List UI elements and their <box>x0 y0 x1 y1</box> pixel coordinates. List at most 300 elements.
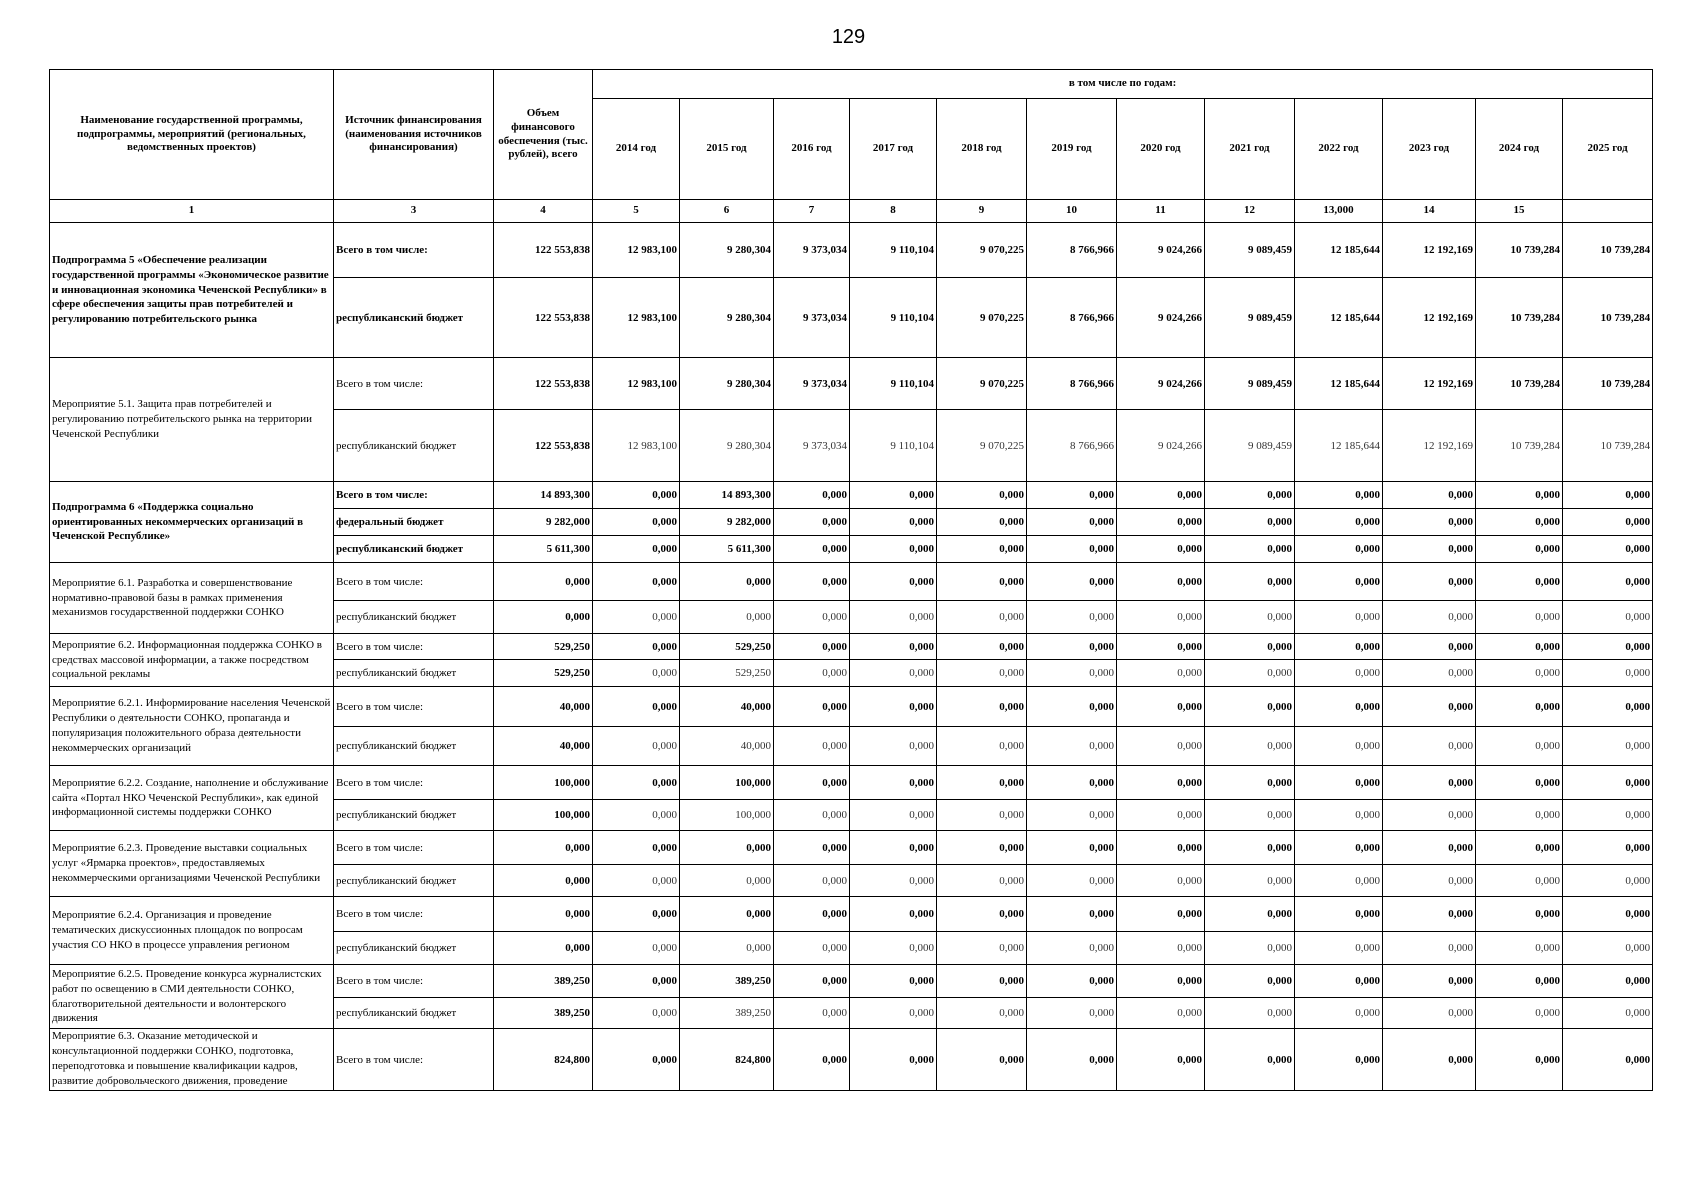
year-amount: 0,000 <box>1027 601 1117 634</box>
year-amount: 0,000 <box>937 634 1027 660</box>
year-amount: 9 089,459 <box>1205 410 1295 482</box>
year-amount: 0,000 <box>850 727 937 766</box>
year-amount: 529,250 <box>680 634 774 660</box>
year-amount: 12 983,100 <box>593 223 680 278</box>
year-amount: 0,000 <box>1117 998 1205 1029</box>
header-column-number: 10 <box>1027 200 1117 223</box>
year-amount: 10 739,284 <box>1563 410 1653 482</box>
page-number: 129 <box>831 26 866 48</box>
year-amount: 0,000 <box>1295 932 1383 965</box>
year-amount: 12 192,169 <box>1383 358 1476 410</box>
year-amount: 9 280,304 <box>680 358 774 410</box>
year-amount: 0,000 <box>1205 766 1295 800</box>
year-amount: 0,000 <box>1027 766 1117 800</box>
total-amount: 40,000 <box>494 687 593 727</box>
year-amount: 0,000 <box>937 601 1027 634</box>
year-amount: 0,000 <box>937 660 1027 687</box>
year-amount: 12 185,644 <box>1295 358 1383 410</box>
total-amount: 0,000 <box>494 563 593 601</box>
year-amount: 5 611,300 <box>680 536 774 563</box>
funding-source: Всего в том числе: <box>334 687 494 727</box>
total-amount: 0,000 <box>494 831 593 865</box>
year-amount: 0,000 <box>1117 563 1205 601</box>
funding-source: Всего в том числе: <box>334 897 494 932</box>
header-column-number: 4 <box>494 200 593 223</box>
year-amount: 389,250 <box>680 998 774 1029</box>
header-column-number: 13,000 <box>1295 200 1383 223</box>
year-amount: 0,000 <box>680 563 774 601</box>
year-amount: 0,000 <box>1476 932 1563 965</box>
total-amount: 824,800 <box>494 1029 593 1091</box>
year-amount: 0,000 <box>1563 482 1653 509</box>
year-amount: 0,000 <box>1027 482 1117 509</box>
total-amount: 122 553,838 <box>494 223 593 278</box>
year-amount: 9 024,266 <box>1117 223 1205 278</box>
year-amount: 0,000 <box>1205 965 1295 998</box>
year-amount: 0,000 <box>1027 800 1117 831</box>
year-amount: 0,000 <box>1383 965 1476 998</box>
year-amount: 0,000 <box>1117 897 1205 932</box>
year-amount: 0,000 <box>774 509 850 536</box>
header-year: 2019 год <box>1027 99 1117 200</box>
header-year: 2016 год <box>774 99 850 200</box>
funding-source: Всего в том числе: <box>334 358 494 410</box>
year-amount: 0,000 <box>1295 831 1383 865</box>
year-amount: 0,000 <box>850 865 937 897</box>
header-column-number: 14 <box>1383 200 1476 223</box>
year-amount: 0,000 <box>1117 1029 1205 1091</box>
year-amount: 12 185,644 <box>1295 410 1383 482</box>
year-amount: 0,000 <box>937 998 1027 1029</box>
year-amount: 0,000 <box>1295 897 1383 932</box>
header-year: 2021 год <box>1205 99 1295 200</box>
year-amount: 0,000 <box>1027 727 1117 766</box>
year-amount: 0,000 <box>1117 634 1205 660</box>
year-amount: 8 766,966 <box>1027 278 1117 358</box>
funding-source: республиканский бюджет <box>334 278 494 358</box>
year-amount: 0,000 <box>1205 536 1295 563</box>
year-amount: 0,000 <box>1383 831 1476 865</box>
year-amount: 0,000 <box>850 563 937 601</box>
year-amount: 0,000 <box>1383 601 1476 634</box>
year-amount: 0,000 <box>937 563 1027 601</box>
year-amount: 0,000 <box>1383 482 1476 509</box>
header-column-number: 3 <box>334 200 494 223</box>
year-amount: 0,000 <box>1027 509 1117 536</box>
year-amount: 0,000 <box>1117 766 1205 800</box>
year-amount: 0,000 <box>1563 998 1653 1029</box>
year-amount: 0,000 <box>593 482 680 509</box>
year-amount: 9 373,034 <box>774 278 850 358</box>
year-amount: 0,000 <box>774 660 850 687</box>
year-amount: 0,000 <box>850 634 937 660</box>
year-amount: 0,000 <box>1563 509 1653 536</box>
year-amount: 0,000 <box>1563 536 1653 563</box>
total-amount: 389,250 <box>494 965 593 998</box>
year-amount: 0,000 <box>1117 800 1205 831</box>
total-amount: 100,000 <box>494 766 593 800</box>
year-amount: 0,000 <box>1205 687 1295 727</box>
year-amount: 0,000 <box>1563 932 1653 965</box>
year-amount: 0,000 <box>593 660 680 687</box>
year-amount: 0,000 <box>593 998 680 1029</box>
year-amount: 0,000 <box>1383 800 1476 831</box>
year-amount: 0,000 <box>1476 660 1563 687</box>
year-amount: 9 089,459 <box>1205 278 1295 358</box>
year-amount: 0,000 <box>850 800 937 831</box>
year-amount: 0,000 <box>1476 998 1563 1029</box>
header-year: 2025 год <box>1563 99 1653 200</box>
funding-source: Всего в том числе: <box>334 634 494 660</box>
activity-name: Мероприятие 6.2.1. Информирование населения Чеченской Республики о деятельности СОНКО, пропаганда и популяризация положительного образа деятельности некоммерческих организаций <box>50 687 334 766</box>
year-amount: 0,000 <box>850 831 937 865</box>
year-amount: 0,000 <box>1563 660 1653 687</box>
year-amount: 0,000 <box>774 634 850 660</box>
year-amount: 100,000 <box>680 766 774 800</box>
year-amount: 9 070,225 <box>937 358 1027 410</box>
year-amount: 0,000 <box>593 865 680 897</box>
year-amount: 12 185,644 <box>1295 278 1383 358</box>
year-amount: 0,000 <box>1117 509 1205 536</box>
year-amount: 0,000 <box>1205 800 1295 831</box>
year-amount: 0,000 <box>1295 965 1383 998</box>
year-amount: 0,000 <box>1563 766 1653 800</box>
year-amount: 0,000 <box>774 932 850 965</box>
year-amount: 0,000 <box>593 965 680 998</box>
funding-source: республиканский бюджет <box>334 865 494 897</box>
header-column-number: 11 <box>1117 200 1205 223</box>
year-amount: 0,000 <box>1027 965 1117 998</box>
year-amount: 0,000 <box>1476 687 1563 727</box>
year-amount: 0,000 <box>680 897 774 932</box>
year-amount: 0,000 <box>1563 634 1653 660</box>
year-amount: 9 280,304 <box>680 223 774 278</box>
year-amount: 100,000 <box>680 800 774 831</box>
year-amount: 0,000 <box>850 932 937 965</box>
year-amount: 0,000 <box>774 831 850 865</box>
year-amount: 0,000 <box>1205 998 1295 1029</box>
year-amount: 0,000 <box>1205 865 1295 897</box>
funding-source: Всего в том числе: <box>334 766 494 800</box>
year-amount: 0,000 <box>850 482 937 509</box>
funding-source: республиканский бюджет <box>334 660 494 687</box>
year-amount: 0,000 <box>593 831 680 865</box>
year-amount: 10 739,284 <box>1563 223 1653 278</box>
total-amount: 122 553,838 <box>494 410 593 482</box>
year-amount: 0,000 <box>774 563 850 601</box>
funding-source: республиканский бюджет <box>334 410 494 482</box>
year-amount: 0,000 <box>1476 482 1563 509</box>
year-amount: 9 070,225 <box>937 410 1027 482</box>
year-amount: 0,000 <box>1027 634 1117 660</box>
year-amount: 0,000 <box>937 897 1027 932</box>
year-amount: 0,000 <box>1295 1029 1383 1091</box>
header-column-number: 8 <box>850 200 937 223</box>
header-year: 2015 год <box>680 99 774 200</box>
year-amount: 12 983,100 <box>593 358 680 410</box>
table-row <box>50 223 1653 278</box>
year-amount: 0,000 <box>937 766 1027 800</box>
header-column-number: 5 <box>593 200 680 223</box>
funding-source: республиканский бюджет <box>334 800 494 831</box>
total-amount: 40,000 <box>494 727 593 766</box>
year-amount: 0,000 <box>1383 687 1476 727</box>
year-amount: 0,000 <box>593 932 680 965</box>
funding-source: Всего в том числе: <box>334 223 494 278</box>
year-amount: 0,000 <box>1117 965 1205 998</box>
year-amount: 0,000 <box>1476 1029 1563 1091</box>
year-amount: 0,000 <box>593 727 680 766</box>
year-amount: 0,000 <box>850 660 937 687</box>
year-amount: 0,000 <box>1205 482 1295 509</box>
header-volume: Объем финансового обеспечения (тыс. рублей), всего <box>494 70 593 200</box>
year-amount: 9 373,034 <box>774 410 850 482</box>
year-amount: 9 373,034 <box>774 358 850 410</box>
funding-source: Всего в том числе: <box>334 965 494 998</box>
year-amount: 0,000 <box>850 965 937 998</box>
total-amount: 0,000 <box>494 932 593 965</box>
year-amount: 0,000 <box>1117 932 1205 965</box>
table-row <box>50 766 1653 800</box>
year-amount: 12 192,169 <box>1383 223 1476 278</box>
year-amount: 0,000 <box>1295 687 1383 727</box>
table-row <box>50 687 1653 727</box>
year-amount: 0,000 <box>850 998 937 1029</box>
funding-source: республиканский бюджет <box>334 998 494 1029</box>
header-column-number: 9 <box>937 200 1027 223</box>
year-amount: 0,000 <box>1295 800 1383 831</box>
year-amount: 9 070,225 <box>937 223 1027 278</box>
year-amount: 0,000 <box>1205 932 1295 965</box>
year-amount: 0,000 <box>774 965 850 998</box>
funding-source: Всего в том числе: <box>334 563 494 601</box>
year-amount: 0,000 <box>1563 727 1653 766</box>
year-amount: 0,000 <box>937 687 1027 727</box>
total-amount: 122 553,838 <box>494 358 593 410</box>
year-amount: 0,000 <box>1205 509 1295 536</box>
table-row <box>50 1029 1653 1091</box>
year-amount: 0,000 <box>1117 536 1205 563</box>
year-amount: 0,000 <box>1476 800 1563 831</box>
year-amount: 9 070,225 <box>937 278 1027 358</box>
year-amount: 0,000 <box>937 1029 1027 1091</box>
table-row <box>50 563 1653 601</box>
year-amount: 0,000 <box>1027 897 1117 932</box>
header-year: 2017 год <box>850 99 937 200</box>
year-amount: 8 766,966 <box>1027 358 1117 410</box>
total-amount: 9 282,000 <box>494 509 593 536</box>
year-amount: 0,000 <box>1295 536 1383 563</box>
header-by-years: в том числе по годам: <box>593 70 1653 99</box>
year-amount: 0,000 <box>1383 563 1476 601</box>
year-amount: 0,000 <box>937 800 1027 831</box>
year-amount: 0,000 <box>1117 660 1205 687</box>
activity-name: Мероприятие 6.1. Разработка и совершенствование нормативно-правовой базы в рамках применения механизмов государственной поддержки СОНКО <box>50 563 334 634</box>
header-year: 2018 год <box>937 99 1027 200</box>
year-amount: 0,000 <box>774 865 850 897</box>
year-amount: 0,000 <box>1563 965 1653 998</box>
header-column-number: 12 <box>1205 200 1295 223</box>
year-amount: 10 739,284 <box>1476 358 1563 410</box>
year-amount: 0,000 <box>937 482 1027 509</box>
year-amount: 0,000 <box>1383 509 1476 536</box>
year-amount: 0,000 <box>1383 727 1476 766</box>
year-amount: 40,000 <box>680 727 774 766</box>
table-row <box>50 897 1653 932</box>
funding-source: Всего в том числе: <box>334 482 494 509</box>
year-amount: 0,000 <box>593 536 680 563</box>
year-amount: 0,000 <box>937 536 1027 563</box>
year-amount: 0,000 <box>850 536 937 563</box>
year-amount: 0,000 <box>1563 601 1653 634</box>
activity-name: Мероприятие 6.3. Оказание методической и консультационной поддержки СОНКО, подготовка, переподготовка и повышение квалификации кадров, развитие добровольческого движения, проведение <box>50 1029 334 1091</box>
year-amount: 0,000 <box>593 897 680 932</box>
year-amount: 0,000 <box>1117 831 1205 865</box>
year-amount: 0,000 <box>1476 634 1563 660</box>
year-amount: 12 983,100 <box>593 278 680 358</box>
year-amount: 0,000 <box>850 601 937 634</box>
year-amount: 0,000 <box>1027 865 1117 897</box>
year-amount: 0,000 <box>850 687 937 727</box>
year-amount: 0,000 <box>1295 563 1383 601</box>
total-amount: 100,000 <box>494 800 593 831</box>
year-amount: 0,000 <box>1027 536 1117 563</box>
year-amount: 0,000 <box>1027 563 1117 601</box>
table-row <box>50 965 1653 998</box>
year-amount: 9 373,034 <box>774 223 850 278</box>
year-amount: 14 893,300 <box>680 482 774 509</box>
year-amount: 0,000 <box>593 1029 680 1091</box>
year-amount: 0,000 <box>593 800 680 831</box>
year-amount: 0,000 <box>774 766 850 800</box>
year-amount: 0,000 <box>1117 601 1205 634</box>
funding-source: Всего в том числе: <box>334 831 494 865</box>
year-amount: 0,000 <box>1027 831 1117 865</box>
year-amount: 0,000 <box>1476 509 1563 536</box>
total-amount: 389,250 <box>494 998 593 1029</box>
year-amount: 9 110,104 <box>850 223 937 278</box>
year-amount: 10 739,284 <box>1476 223 1563 278</box>
year-amount: 0,000 <box>680 831 774 865</box>
year-amount: 0,000 <box>1295 634 1383 660</box>
total-amount: 529,250 <box>494 660 593 687</box>
year-amount: 0,000 <box>774 1029 850 1091</box>
year-amount: 10 739,284 <box>1476 410 1563 482</box>
funding-source: республиканский бюджет <box>334 727 494 766</box>
year-amount: 0,000 <box>774 727 850 766</box>
year-amount: 40,000 <box>680 687 774 727</box>
subprogram-name: Подпрограмма 6 «Поддержка социально ориентированных некоммерческих организаций в Чеченской Республике» <box>50 482 334 563</box>
year-amount: 10 739,284 <box>1563 358 1653 410</box>
year-amount: 0,000 <box>774 482 850 509</box>
year-amount: 0,000 <box>937 865 1027 897</box>
year-amount: 0,000 <box>1476 865 1563 897</box>
funding-source: Всего в том числе: <box>334 1029 494 1091</box>
year-amount: 10 739,284 <box>1476 278 1563 358</box>
year-amount: 0,000 <box>1383 897 1476 932</box>
year-amount: 0,000 <box>1205 1029 1295 1091</box>
year-amount: 0,000 <box>774 800 850 831</box>
year-amount: 0,000 <box>1295 766 1383 800</box>
funding-source: республиканский бюджет <box>334 601 494 634</box>
subprogram-name: Подпрограмма 5 «Обеспечение реализации государственной программы «Экономическое развитие и инновационная экономика Чеченской Республики» в сфере обеспечения защиты прав потребителей и регулированию потребительского рынка <box>50 223 334 358</box>
year-amount: 529,250 <box>680 660 774 687</box>
table-row <box>50 482 1653 509</box>
year-amount: 0,000 <box>1476 831 1563 865</box>
year-amount: 0,000 <box>1205 831 1295 865</box>
header-column-number: 7 <box>774 200 850 223</box>
year-amount: 9 089,459 <box>1205 223 1295 278</box>
year-amount: 12 192,169 <box>1383 410 1476 482</box>
activity-name: Мероприятие 6.2.4. Организация и проведение тематических дискуссионных площадок по вопросам участия СО НКО в процессе управления регионом <box>50 897 334 965</box>
year-amount: 0,000 <box>1563 865 1653 897</box>
year-amount: 9 282,000 <box>680 509 774 536</box>
activity-name: Мероприятие 5.1. Защита прав потребителей и регулированию потребительского рынка на территории Чеченской Республики <box>50 358 334 482</box>
year-amount: 0,000 <box>1563 831 1653 865</box>
year-amount: 0,000 <box>1563 897 1653 932</box>
year-amount: 0,000 <box>680 865 774 897</box>
year-amount: 0,000 <box>593 634 680 660</box>
year-amount: 12 983,100 <box>593 410 680 482</box>
funding-source: федеральный бюджет <box>334 509 494 536</box>
year-amount: 9 024,266 <box>1117 358 1205 410</box>
year-amount: 0,000 <box>937 727 1027 766</box>
table-header <box>50 70 1653 223</box>
year-amount: 0,000 <box>1205 563 1295 601</box>
total-amount: 0,000 <box>494 897 593 932</box>
year-amount: 0,000 <box>937 932 1027 965</box>
total-amount: 122 553,838 <box>494 278 593 358</box>
year-amount: 0,000 <box>1476 727 1563 766</box>
year-amount: 0,000 <box>774 536 850 563</box>
year-amount: 9 280,304 <box>680 410 774 482</box>
year-amount: 0,000 <box>1027 932 1117 965</box>
year-amount: 0,000 <box>1476 897 1563 932</box>
year-amount: 0,000 <box>1117 727 1205 766</box>
year-amount: 0,000 <box>1476 601 1563 634</box>
year-amount: 0,000 <box>1476 536 1563 563</box>
funding-source: республиканский бюджет <box>334 932 494 965</box>
header-source: Источник финансирования (наименования источников финансирования) <box>334 70 494 200</box>
year-amount: 0,000 <box>1205 727 1295 766</box>
year-amount: 0,000 <box>680 601 774 634</box>
year-amount: 0,000 <box>1205 601 1295 634</box>
total-amount: 0,000 <box>494 601 593 634</box>
year-amount: 0,000 <box>1295 865 1383 897</box>
year-amount: 0,000 <box>1027 1029 1117 1091</box>
activity-name: Мероприятие 6.2.5. Проведение конкурса журналистских работ по освещению в СМИ деятельности СОНКО, благотворительной деятельности и волонтерского движения <box>50 965 334 1029</box>
year-amount: 0,000 <box>1295 998 1383 1029</box>
header-year: 2024 год <box>1476 99 1563 200</box>
total-amount: 14 893,300 <box>494 482 593 509</box>
year-amount: 0,000 <box>1205 660 1295 687</box>
year-amount: 824,800 <box>680 1029 774 1091</box>
year-amount: 0,000 <box>593 687 680 727</box>
year-amount: 0,000 <box>850 766 937 800</box>
year-amount: 0,000 <box>1383 998 1476 1029</box>
year-amount: 0,000 <box>850 509 937 536</box>
header-name: Наименование государственной программы, подпрограммы, мероприятий (региональных, ведомственных проектов) <box>50 70 334 200</box>
year-amount: 0,000 <box>1117 482 1205 509</box>
year-amount: 0,000 <box>774 601 850 634</box>
budget-table <box>49 69 1653 1091</box>
header-column-numbers <box>50 200 1653 223</box>
year-amount: 0,000 <box>1295 660 1383 687</box>
year-amount: 9 089,459 <box>1205 358 1295 410</box>
year-amount: 8 766,966 <box>1027 223 1117 278</box>
year-amount: 0,000 <box>1476 965 1563 998</box>
year-amount: 8 766,966 <box>1027 410 1117 482</box>
